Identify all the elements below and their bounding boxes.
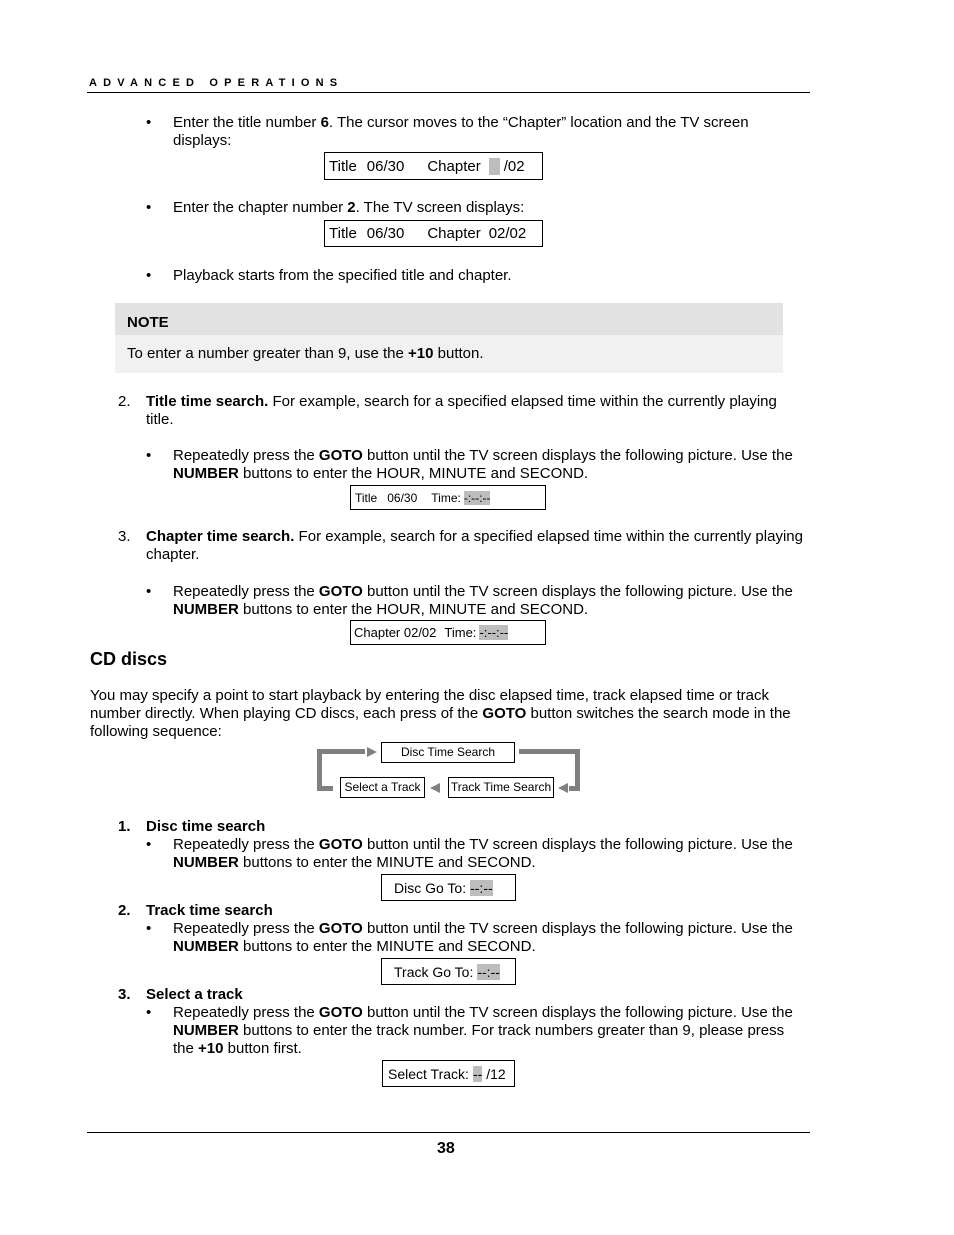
diagram-frame <box>317 749 365 754</box>
bullet-marker: • <box>146 114 152 131</box>
arrow-left-icon <box>558 783 568 793</box>
disc-time-search-title: Disc time search <box>146 818 266 835</box>
diagram-frame <box>317 749 322 791</box>
page-number: 38 <box>437 1140 455 1157</box>
bullet-track-time-goto: Repeatedly press the GOTO button until the TV screen displays the following picture. Use the NUMBER buttons to enter the MINUTE and SECOND. <box>173 920 793 955</box>
cursor-block <box>489 158 500 175</box>
bullet-marker: • <box>146 920 152 937</box>
chapter-time-search-desc: Chapter time search. For example, search for a specified elapsed time within the currently playing chapter. <box>146 528 803 563</box>
tv-screen-select-track: Select Track: -- /12 <box>382 1060 515 1087</box>
arrow-left-icon <box>430 783 440 793</box>
item-number: 3. <box>118 986 131 1003</box>
track-time-search-title: Track time search <box>146 902 273 919</box>
tv-screen-chapter-entry: Title 06/30 Chapter 02/02 <box>324 220 543 247</box>
disc-time-search-node: Disc Time Search <box>381 742 515 763</box>
bullet-marker: • <box>146 199 152 216</box>
diagram-frame <box>575 749 580 791</box>
note-header <box>115 303 783 335</box>
cd-discs-intro: You may specify a point to start playback by entering the disc elapsed time, track elapsed time or track number directly. When playing CD discs, each press of the GOTO button switches the search mode in the following sequence: <box>90 687 791 740</box>
footer-rule <box>87 1132 810 1133</box>
select-track-title: Select a track <box>146 986 243 1003</box>
title-time-search-desc: Title time search. For example, search for a specified elapsed time within the currently playing title. <box>146 393 777 428</box>
bullet-select-track-goto: Repeatedly press the GOTO button until the TV screen displays the following picture. Use the NUMBER buttons to enter the track number. For track numbers greater than 9, please press the +10 button first. <box>173 1004 793 1057</box>
item-number: 2. <box>118 393 131 410</box>
tv-screen-track-goto: Track Go To: --:-- <box>381 958 516 985</box>
bullet-marker: • <box>146 836 152 853</box>
diagram-frame <box>569 786 580 791</box>
tv-screen-disc-goto: Disc Go To: --:-- <box>381 874 516 901</box>
arrow-right-icon <box>367 747 377 757</box>
bullet-enter-chapter: Enter the chapter number 2. The TV screen displays: <box>173 199 525 216</box>
bullet-disc-time-goto: Repeatedly press the GOTO button until the TV screen displays the following picture. Use the NUMBER buttons to enter the MINUTE and SECOND. <box>173 836 793 871</box>
tv-screen-chapter-time: Chapter 02/02 Time: -:--:-- <box>350 620 546 645</box>
section-header: ADVANCED OPERATIONS <box>89 77 344 89</box>
header-rule <box>87 92 810 93</box>
note-box <box>115 303 783 373</box>
bullet-title-time-goto: Repeatedly press the GOTO button until the TV screen displays the following picture. Use the NUMBER buttons to enter the HOUR, MINUTE and SECOND. <box>173 447 793 482</box>
cd-discs-heading: CD discs <box>90 649 168 669</box>
select-track-node: Select a Track <box>340 777 425 798</box>
diagram-frame <box>519 749 580 754</box>
bullet-chapter-time-goto: Repeatedly press the GOTO button until the TV screen displays the following picture. Use the NUMBER buttons to enter the HOUR, MINUTE and SECOND. <box>173 583 793 618</box>
bullet-marker: • <box>146 583 152 600</box>
tv-screen-title-time: Title 06/30 Time: -:--:-- <box>350 485 546 510</box>
note-text: To enter a number greater than 9, use the +10 button. <box>127 345 484 362</box>
tv-screen-title-entry: Title 06/30 Chapter /02 <box>324 152 543 180</box>
track-time-search-node: Track Time Search <box>448 777 554 798</box>
item-number: 1. <box>118 818 131 835</box>
item-number: 3. <box>118 528 131 545</box>
item-number: 2. <box>118 902 131 919</box>
bullet-enter-title: Enter the title number 6. The cursor moves to the “Chapter” location and the TV screen displays: <box>173 114 749 149</box>
bullet-marker: • <box>146 1004 152 1021</box>
bullet-marker: • <box>146 447 152 464</box>
diagram-frame <box>317 786 333 791</box>
note-title: NOTE <box>127 314 169 331</box>
bullet-marker: • <box>146 267 152 284</box>
bullet-playback: Playback starts from the specified title and chapter. <box>173 267 512 284</box>
